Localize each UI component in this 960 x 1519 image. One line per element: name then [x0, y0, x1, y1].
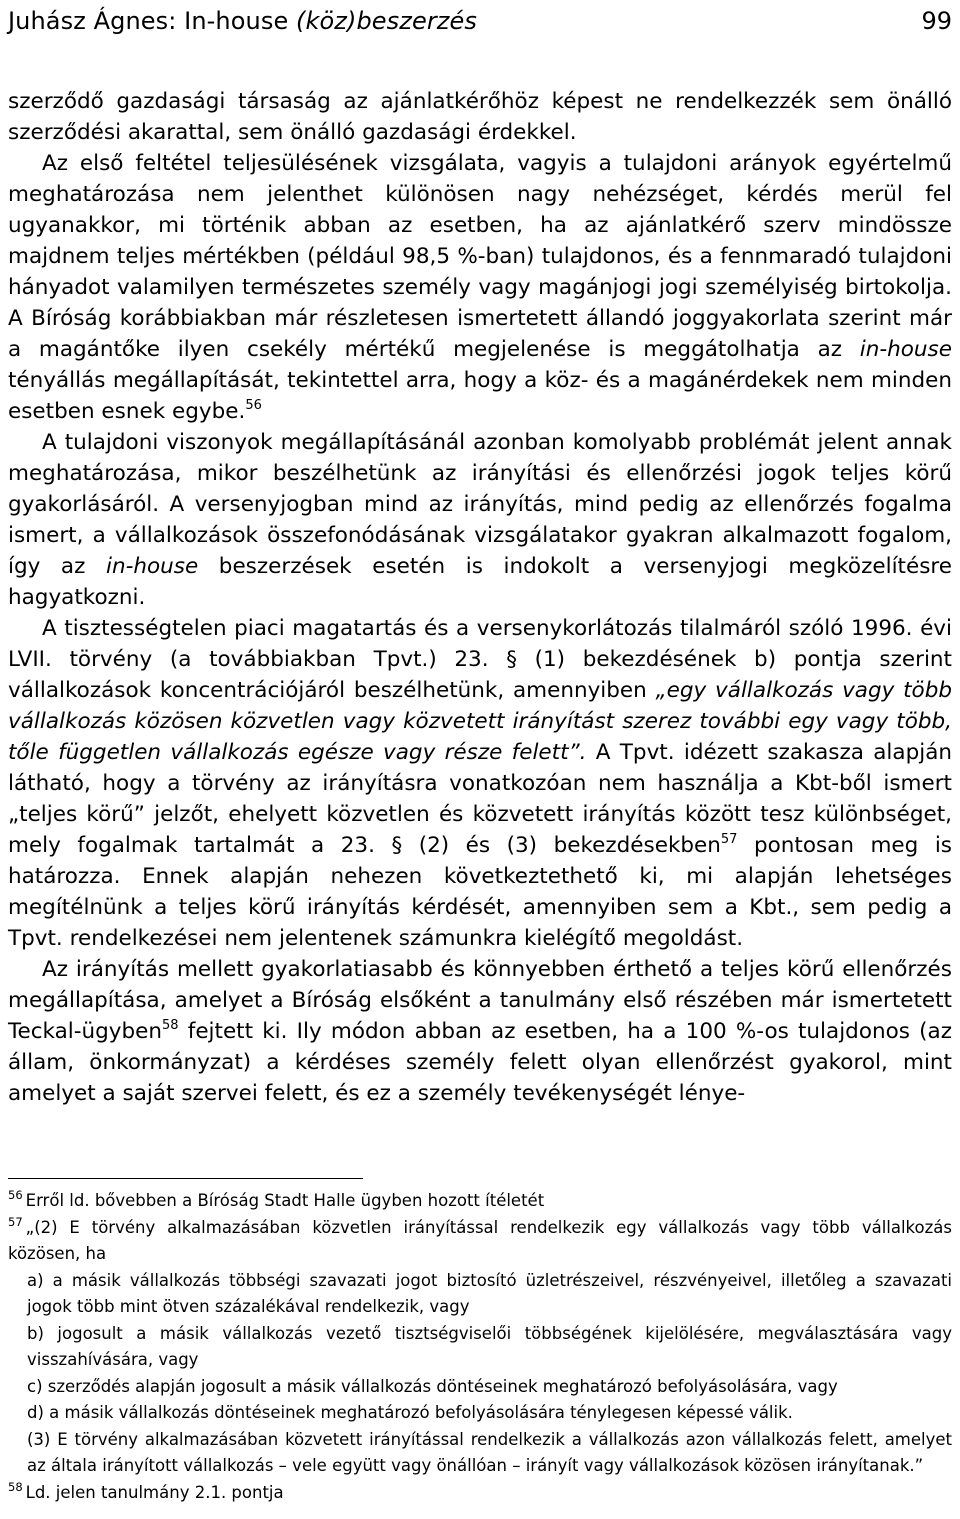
footnote-text: d) a másik vállalkozás döntéseinek meghatározó befolyásolására ténylegesen képessé válik. — [27, 1403, 793, 1422]
footnote-continuation — [8, 1321, 952, 1374]
paragraph — [8, 427, 952, 613]
italic-text: in-house — [859, 337, 952, 362]
page-number: 99 — [921, 7, 952, 35]
text-run: fejtett ki. Ily módon abban az esetben, ha a 100 %-os tulajdonos (az állam, önkormányzat) a kérdéses személy felett olyan ellenőrzést gyakorol, mint amelyet a saját szervei felett, és ez a személy tevékenységét lénye- — [8, 1019, 952, 1106]
paragraph — [8, 148, 952, 427]
footnote-text: „(2) E törvény alkalmazásában közvetlen irányítással rendelkezik egy vállalkozás vagy több vállalkozás közösen, ha — [8, 1217, 952, 1263]
running-title — [8, 7, 477, 35]
running-title-author: Juhász Ágnes: In-house — [8, 7, 297, 35]
footnote-reference: 56 — [245, 398, 262, 413]
footnote-reference: 58 — [162, 1018, 179, 1033]
footnote-number: 58 — [8, 1479, 23, 1494]
footnote-number: 57 — [8, 1214, 23, 1229]
text-run: A tisztességtelen piaci magatartás és a versenykorlátozás tilalmáról szóló 1996. évi LVII. törvény (a továbbiakban Tpvt.) 23. § (1) bekezdésének b) pontja szerint vállalkozások koncentrációjáról beszélhetünk, amennyiben — [8, 616, 952, 703]
footnotes — [8, 1188, 952, 1506]
text-run: tényállás megállapítását, tekintettel arra, hogy a köz- és a magánérdekek nem minden esetben esnek egybe. — [8, 368, 952, 424]
footnote-text: c) szerződés alapján jogosult a másik vállalkozás döntéseinek meghatározó befolyásolására, vagy — [27, 1376, 838, 1396]
footnote-text: a) a másik vállalkozás többségi szavazati jogot biztosító üzletrészeivel, részvényeivel, illetőleg a szavazati jogok több mint ötven százalékával rendelkezik, vagy — [27, 1270, 952, 1316]
body-text — [8, 86, 952, 1109]
footnote — [8, 1188, 952, 1215]
footnote-text: Erről ld. bővebben a Bíróság Stadt Halle ügyben hozott ítéletét — [25, 1191, 545, 1210]
paragraph — [8, 954, 952, 1109]
footnote-separator — [8, 1178, 363, 1179]
footnote — [8, 1215, 952, 1268]
footnote-reference: 57 — [720, 832, 738, 847]
footnote-continuation — [8, 1374, 952, 1401]
footnote-continuation — [8, 1400, 952, 1427]
paragraph — [8, 86, 952, 148]
footnote-text: Ld. jelen tanulmány 2.1. pontja — [25, 1482, 284, 1502]
text-run: Az első feltétel teljesülésének vizsgálata, vagyis a tulajdoni arányok egyértelmű meghatározása nem jelenthet különösen nagy nehézséget, kérdés merül fel ugyanakkor, mi történik abban az esetben, ha az ajánlatkérő szerv mindössze majdnem teljes mértékben (például 98,5 %-ban) tulajdonos, és a fennmaradó tulajdoni hányadot valamilyen természetes személy vagy magánjogi jogi személyiség birtokolja. A Bíróság korábbiakban már részletesen ismertetett állandó joggyakorlata szerint már a magántőke ilyen csekély mértékű megjelenése is meggátolhatja az — [8, 151, 952, 362]
text-run: Az irányítás mellett gyakorlatiasabb és könnyebben érthető a teljes körű ellenőrzés megállapítása, amelyet a Bíróság elsőként a tanulmány első részében már ismertetett Teckal-ügyben — [8, 957, 952, 1044]
footnote-number: 56 — [8, 1188, 23, 1202]
italic-text: in-house — [106, 554, 199, 579]
text-run: pontosan meg is határozza. Ennek alapján nehezen következtethető ki, mi alapján lehetséges megítélnünk a teljes körű irányítás kérdését, amennyiben sem a Kbt., sem pedig a Tpvt. rendelkezései nem jelentenek számunkra kielégítő megoldást. — [8, 833, 952, 951]
paragraph — [8, 613, 952, 954]
running-title-topic: (köz)beszerzés — [296, 7, 477, 35]
italic-text: „egy vállalkozás vagy több vállalkozás közösen közvetlen vagy közvetett irányítást szerez további egy vagy több, tőle független vállalkozás egésze vagy része felett”. — [8, 678, 953, 765]
text-run: A tulajdoni viszonyok megállapításánál azonban komolyabb problémát jelent annak meghatározása, mikor beszélhetünk az irányítási és ellenőrzési jogok teljes körű gyakorlásáról. A versenyjogban mind az irányítás, mind pedig az ellenőrzés fogalma ismert, a vállalkozások összefonódásának vizsgálatakor gyakran alkalmazott fogalom, így az — [8, 430, 952, 579]
text-run: A Tpvt. idézett szakasza alapján látható, hogy a törvény az irányításra vonatkozóan nem használja a Kbt-ből ismert „teljes körű” jelzőt, ehelyett közvetlen és közvetett irányítás között tesz különbséget, mely fogalmak tartalmát a 23. § (2) és (3) bekezdésekben — [8, 740, 952, 858]
footnote-continuation — [8, 1268, 952, 1321]
text-run: beszerzések esetén is indokolt a versenyjogi megközelítésre hagyatkozni. — [8, 554, 952, 610]
footnote-continuation — [8, 1427, 952, 1480]
text-run: szerződő gazdasági társaság az ajánlatkérőhöz képest ne rendelkezzék sem önálló szerződési akarattal, sem önálló gazdasági érdekkel. — [8, 89, 952, 145]
footnote-text: b) jogosult a másik vállalkozás vezető tisztségviselői többségének kijelölésére, megválasztására vagy visszahívására, vagy — [27, 1323, 952, 1369]
footnote — [8, 1480, 952, 1507]
footnote-text: (3) E törvény alkalmazásában közvetett irányítással rendelkezik a vállalkozás azon vállalkozás felett, amelyet az általa irányított vállalkozás – vele együtt vagy önállóan – irányít vagy vállalkozások közösen irányítanak.” — [27, 1429, 952, 1475]
running-header — [8, 3, 952, 43]
